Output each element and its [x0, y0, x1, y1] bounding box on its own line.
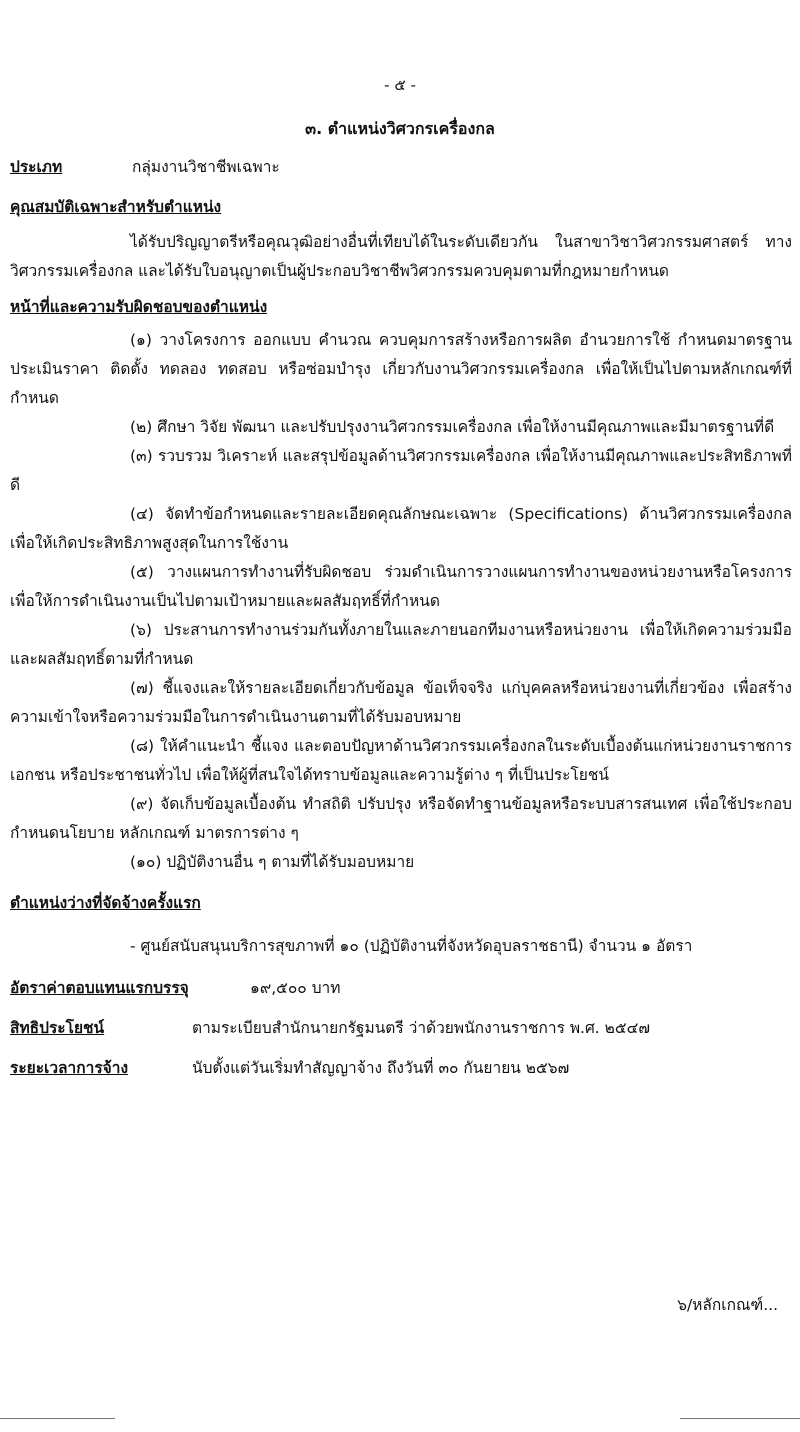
duty-item: (๒) ศึกษา วิจัย พัฒนา และปรับปรุงงานวิศวกรรมเครื่องกล เพื่อให้งานมีคุณภาพและมีมาตรฐานที่ดี: [130, 418, 775, 436]
page-edge-line-left: [0, 1418, 115, 1419]
employment-period-value: นับตั้งแต่วันเริ่มทำสัญญาจ้าง ถึงวันที่ ๓๐ กันยายน ๒๕๖๗: [192, 1059, 570, 1077]
page-edge-line-right: [680, 1418, 800, 1419]
category-label: ประเภท: [10, 158, 63, 176]
benefits-value: ตามระเบียบสำนักนายกรัฐมนตรี ว่าด้วยพนักงานราชการ พ.ศ. ๒๕๔๗: [192, 1019, 650, 1037]
duties-heading: หน้าที่และความรับผิดชอบของตำแหน่ง: [10, 298, 268, 316]
duty-item: (๕) วางแผนการทำงานที่รับผิดชอบ ร่วมดำเนินการวางแผนการทำงานของหน่วยงานหรือโครงการ เพื่อให้การดำเนินงานเป็นไปตามเป้าหมายและผลสัมฤทธิ์ที่กำหนด: [10, 563, 792, 610]
duties-list: [10, 326, 792, 877]
benefits-label: สิทธิประโยชน์: [10, 1019, 105, 1037]
benefits-row: [10, 1017, 650, 1039]
vacancy-heading: ตำแหน่งว่างที่จัดจ้างครั้งแรก: [10, 894, 201, 912]
duty-item: (๗) ชี้แจงและให้รายละเอียดเกี่ยวกับข้อมูล ข้อเท็จจริง แก่บุคคลหรือหน่วยงานที่เกี่ยวข้อง เพื่อสร้างความเข้าใจหรือความร่วมมือในการดำเนินงานตามที่ได้รับมอบหมาย: [10, 679, 792, 726]
qualifications-text: [10, 228, 792, 286]
duty-item: (๑๐) ปฏิบัติงานอื่น ๆ ตามที่ได้รับมอบหมาย: [130, 853, 415, 871]
duty-item: (๔) จัดทำข้อกำหนดและรายละเอียดคุณลักษณะเฉพาะ (Specifications) ด้านวิศวกรรมเครื่องกล เพื่อให้เกิดประสิทธิภาพสูงสุดในการใช้งาน: [10, 505, 792, 552]
salary-label: อัตราค่าตอบแทนแรกบรรจุ: [10, 979, 189, 997]
position-title: ๓. ตำแหน่งวิศวกรเครื่องกล: [305, 119, 495, 138]
duty-item: (๙) จัดเก็บข้อมูลเบื้องต้น ทำสถิติ ปรับปรุง หรือจัดทำฐานข้อมูลหรือระบบสารสนเทศ เพื่อใช้ประกอบกำหนดนโยบาย หลักเกณฑ์ มาตรการต่าง ๆ: [10, 795, 792, 842]
duty-item: (๓) รวบรวม วิเคราะห์ และสรุปข้อมูลด้านวิศวกรรมเครื่องกล เพื่อให้งานมีคุณภาพและประสิทธิภาพที่ดี: [10, 447, 792, 494]
employment-period-label: ระยะเวลาการจ้าง: [10, 1059, 129, 1077]
category-row: [10, 156, 280, 178]
salary-row: [10, 977, 340, 999]
qualifications-heading: คุณสมบัติเฉพาะสำหรับตำแหน่ง: [10, 198, 222, 216]
page-number: - ๕ -: [384, 76, 416, 94]
qualifications-paragraph: ได้รับปริญญาตรีหรือคุณวุฒิอย่างอื่นที่เทียบได้ในระดับเดียวกัน ในสาขาวิชาวิศวกรรมศาสตร์ ทางวิศวกรรมเครื่องกล และได้รับใบอนุญาตเป็นผู้ประกอบวิชาชีพวิศวกรรมควบคุมตามที่กฎหมายกำหนด: [10, 233, 792, 280]
vacancy-text: - ศูนย์สนับสนุนบริการสุขภาพที่ ๑๐ (ปฏิบัติงานที่จังหวัดอุบลราชธานี) จำนวน ๑ อัตรา: [130, 937, 693, 955]
duty-item: (๑) วางโครงการ ออกแบบ คำนวณ ควบคุมการสร้างหรือการผลิต อำนวยการใช้ กำหนดมาตรฐาน ประเมินราคา ติดตั้ง ทดลอง ทดสอบ หรือซ่อมบำรุง เกี่ยวกับงานวิศวกรรมเครื่องกล เพื่อให้เป็นไปตามหลักเกณฑ์ที่กำหนด: [10, 331, 792, 407]
duty-item: (๖) ประสานการทำงานร่วมกันทั้งภายในและภายนอกทีมงานหรือหน่วยงาน เพื่อให้เกิดความร่วมมือและผลสัมฤทธิ์ตามที่กำหนด: [10, 621, 792, 668]
continuation-text: ๖/หลักเกณฑ์...: [677, 1296, 778, 1314]
duty-item: (๘) ให้คำแนะนำ ชี้แจง และตอบปัญหาด้านวิศวกรรมเครื่องกลในระดับเบื้องต้นแก่หน่วยงานราชการ เอกชน หรือประชาชนทั่วไป เพื่อให้ผู้ที่สนใจได้ทราบข้อมูลและความรู้ต่าง ๆ ที่เป็นประโยชน์: [10, 737, 792, 784]
employment-period-row: [10, 1057, 569, 1079]
salary-value: ๑๙,๕๐๐ บาท: [250, 979, 341, 997]
category-value: กลุ่มงานวิชาชีพเฉพาะ: [132, 158, 280, 176]
